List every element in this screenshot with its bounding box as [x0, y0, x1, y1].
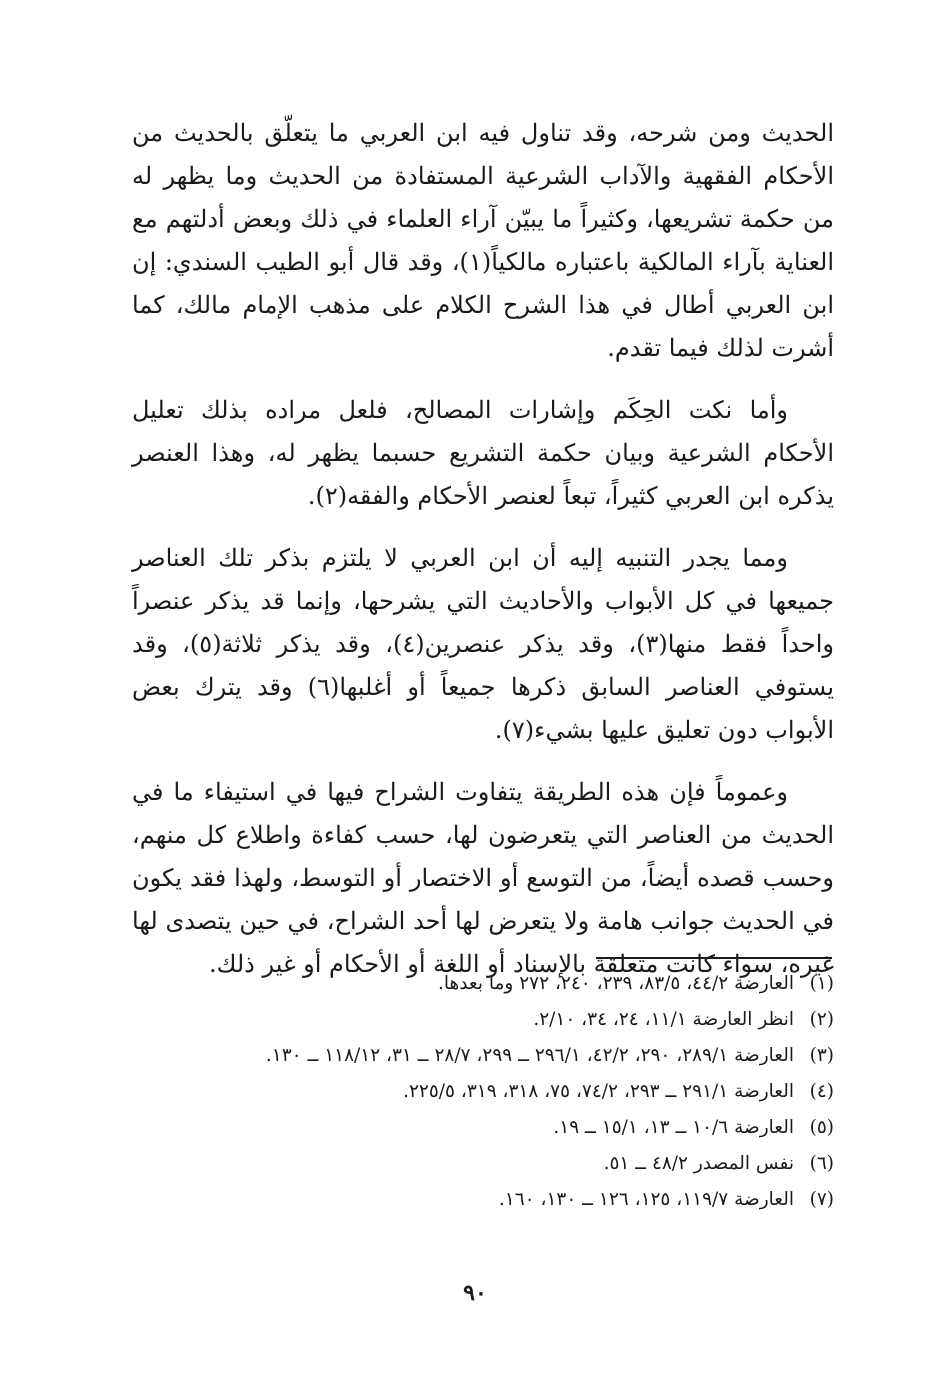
footnote-number: (٤): [809, 1081, 834, 1102]
paragraph-3: ومما يجدر التنبيه إليه أن ابن العربي لا يلتزم بذكر تلك العناصر جميعها في كل الأبواب والأحاديث التي يشرحها، وإنما قد يذكر عنصراً واحداً فقط منها(٣)، وقد يذكر عنصرين(٤)، وقد يذكر ثلاثة(٥)، وقد يستوفي العناصر السابق ذكرها جميعاً أو أغلبها(٦) وقد يترك بعض الأبواب دون تعليق عليها بشيء(٧).: [132, 544, 835, 744]
footnote-7: [132, 1182, 834, 1218]
footnote-number: (٥): [809, 1117, 834, 1138]
footnote-number: (٧): [809, 1189, 834, 1210]
footnote-text: العارضة ٢٩١/١ ــ ٢٩٣، ٧٤/٢، ٧٥، ٣١٨، ٣١٩، ٢٢٥/٥.: [403, 1081, 794, 1102]
footnote-1: [132, 966, 834, 1002]
footnote-text: العارضة ١٠/٦ ــ ١٣، ١٥/١ ــ ١٩.: [553, 1117, 794, 1138]
footnote-text: العارضة ٤٤/٢، ٨٣/٥، ٢٣٩، ٢٤٠، ٢٧٢ وما بعدها.: [437, 973, 794, 994]
footnote-text: نفس المصدر ٤٨/٢ ــ ٥١.: [603, 1153, 794, 1174]
paragraph-2: وأما نكت الحِكَم وإشارات المصالح، فلعل مراده بذلك تعليل الأحكام الشرعية وبيان حكمة التشريع حسبما يظهر له، وهذا العنصر يذكره ابن العربي كثيراً، تبعاً لعنصر الأحكام والفقه(٢).: [132, 396, 834, 510]
footnote-separator: [596, 957, 832, 959]
main-text: [132, 112, 834, 1005]
footnote-text: العارضة ٢٨٩/١، ٢٩٠، ٤٢/٢، ٢٩٦/١ ــ ٢٩٩، ٢٨/٧ ــ ٣١، ١١٨/١٢ ــ ١٣٠.: [265, 1045, 794, 1066]
footnote-number: (٣): [809, 1045, 834, 1066]
footnote-6: [132, 1146, 834, 1182]
footnote-5: [132, 1110, 834, 1146]
footnote-text: انظر العارضة ١١/١، ٢٤، ٣٤، ٢/١٠.: [533, 1009, 794, 1030]
footnote-4: [132, 1074, 834, 1110]
paragraph-4: وعموماً فإن هذه الطريقة يتفاوت الشراح فيها في استيفاء ما في الحديث من العناصر التي يتعرضون لها، حسب كفاءة واطلاع كل منهم، وحسب قصده أيضاً، من التوسع أو الاختصار أو التوسط، ولهذا فقد يكون في الحديث جوانب هامة ولا يتعرض لها أحد الشراح، في حين يتصدى لها غيره، سواء كانت متعلقة بالإسناد أو اللغة أو الأحكام أو غير ذلك.: [132, 778, 834, 978]
page-number: ٩٠: [463, 1280, 487, 1306]
footnote-number: (٦): [809, 1153, 834, 1174]
footnotes: [132, 966, 834, 1218]
footnote-number: (٢): [809, 1009, 834, 1030]
footnote-3: [132, 1038, 834, 1074]
footnote-number: (١): [809, 973, 834, 994]
footnote-text: العارضة ١١٩/٧، ١٢٥، ١٢٦ ــ ١٣٠، ١٦٠.: [498, 1189, 794, 1210]
footnote-2: [132, 1002, 834, 1038]
paragraph-1: الحديث ومن شرحه، وقد تناول فيه ابن العربي ما يتعلّق بالحديث من الأحكام الفقهية والآداب الشرعية المستفادة من الحديث وما يظهر له من حكمة تشريعها، وكثيراً ما يبيّن آراء العلماء في ذلك وبعض أدلتهم مع العناية بآراء المالكية باعتباره مالكياً(١)، وقد قال أبو الطيب السندي: إن ابن العربي أطال في هذا الشرح الكلام على مذهب الإمام مالك، كما أشرت لذلك فيما تقدم.: [132, 119, 835, 362]
